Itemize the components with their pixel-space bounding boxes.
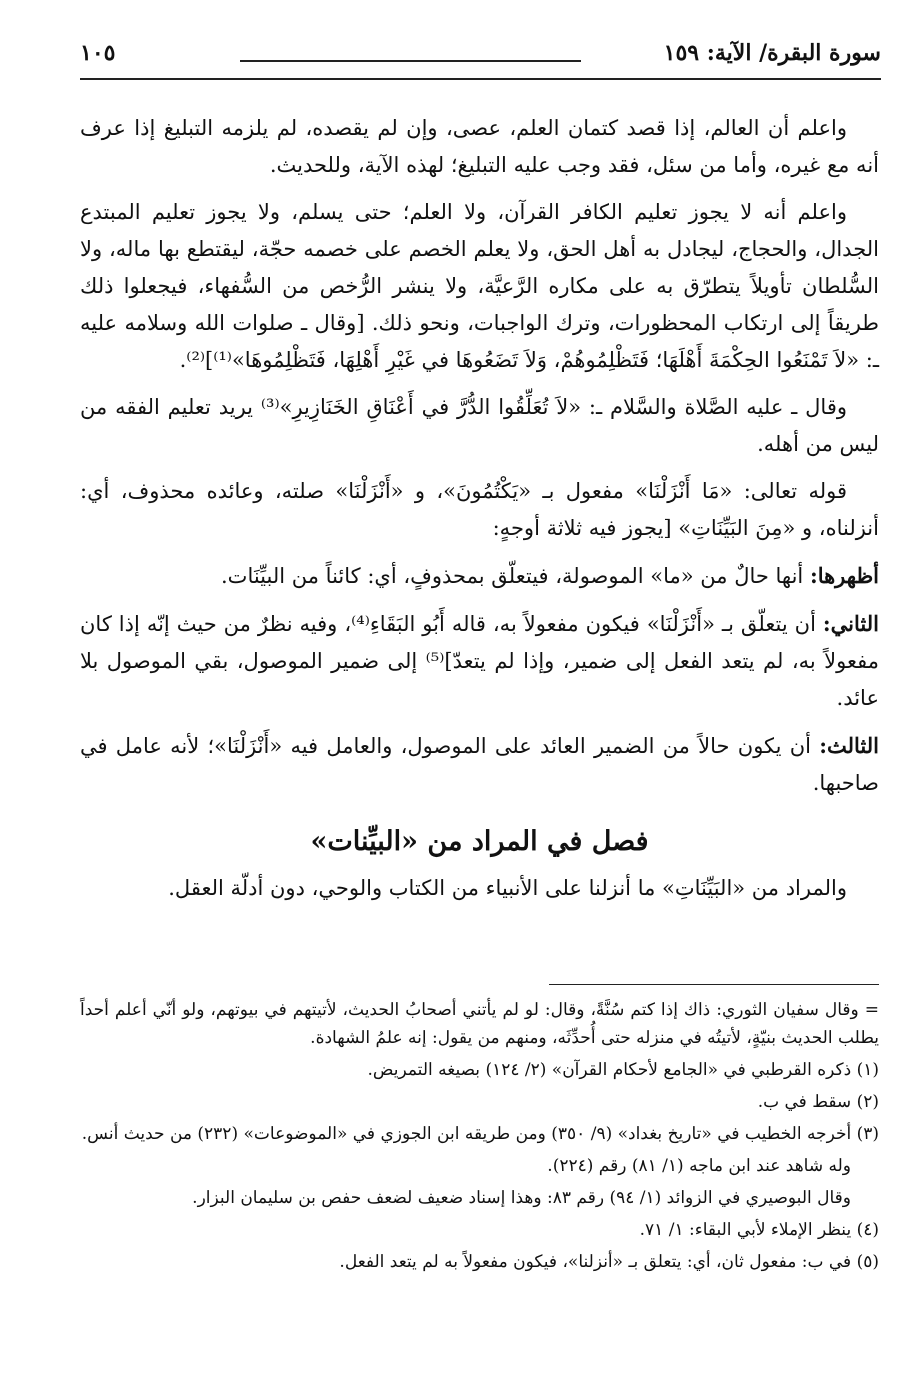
aspect-label: الثالث: bbox=[819, 733, 879, 758]
paragraph: واعلم أنه لا يجوز تعليم الكافر القرآن، ولا العلم؛ حتى يسلم، ولا يجوز تعليم المبتدع الجدال، والحجاج، ليجادل به أهل الحق، ولا يعلم الخصم على خصمه حجّة، ليقتطع بها ماله، ولا السُّلطان تأويلاً يتطرّق به على مكاره الرَّعيَّة، ولا ينشر الرُّخص من السُّفهاء، فيجعلوا ذلك طريقاً إلى ارتكاب المحظورات، وترك الواجبات، ونحو ذلك. [وقال ـ صلوات الله وسلامه عليه ـ: «لاَ تَمْنَعُوا الحِكْمَةَ أَهْلَهَا؛ فَتَظْلِمُوهُمْ، وَلاَ تَضَعُوهَا في غَيْرِ أَهْلِهَا، فَتَظْلِمُوهَا»⁽¹⁾]⁽²⁾. bbox=[80, 200, 879, 372]
footnote: (٤) ينظر الإملاء لأبي البقاء: ١/ ٧١. bbox=[639, 1220, 879, 1240]
paragraph: وقال ـ عليه الصَّلاة والسَّلام ـ: «لاَ تُعَلِّقُوا الدُّرَّ في أَعْنَاقِ الخَنَازِيرِ»⁽³⁾ يريد تعليم الفقه من ليس من أهله. bbox=[80, 395, 879, 456]
aspect-text: أن يتعلّق بـ «أَنْزَلْنَا» فيكون مفعولاً به، قاله أَبُو البَقَاءِ⁽⁴⁾، وفيه نظرٌ من حيث إنّه إذا كان مفعولاً به، لم يتعد الفعل إلى ضمير، وإذا لم يتعدّ]⁽⁵⁾ إلى ضمير الموصول، بقي الموصول بلا عائد. bbox=[80, 612, 879, 710]
aspect-text: أن يكون حالاً من الضمير العائد على الموصول، والعامل فيه «أَنْزَلْنَا»؛ لأنه عامل في صاحبها. bbox=[80, 734, 879, 795]
running-title: سورة البقرة/ الآية: ١٥٩ bbox=[663, 40, 881, 66]
aspect-paragraph bbox=[80, 605, 879, 717]
paragraph: واعلم أن العالم، إذا قصد كتمان العلم، عصى، وإن لم يقصده، لم يلزمه التبليغ إذا عرف أنه مع غيره، وأما من سئل، فقد وجب عليه التبليغ؛ لهذه الآية، وللحديث. bbox=[80, 116, 879, 177]
main-text bbox=[80, 110, 879, 917]
aspect-label: أظهرها: bbox=[809, 563, 879, 588]
section-paragraph: والمراد من «البَيِّنَاتِ» ما أنزلنا على الأنبياء من الكتاب والوحي، دون أدلّة العقل. bbox=[168, 876, 847, 900]
footnote: (٣) أخرجه الخطيب في «تاريخ بغداد» (٩/ ٣٥٠) ومن طريقه ابن الجوزي في «الموضوعات» (٢٣٢) من حديث أنس. bbox=[81, 1124, 879, 1144]
page-header bbox=[80, 32, 881, 80]
footnote: (٢) سقط في ب. bbox=[757, 1092, 879, 1112]
footnote: وله شاهد عند ابن ماجه (١/ ٨١) رقم (٢٢٤). bbox=[547, 1156, 851, 1176]
paragraph: قوله تعالى: «مَا أَنْزَلْنَا» مفعول بـ «يَكْتُمُونَ»، و «أَنْزَلْنَا» صلته، وعائده محذوف، أي: أنزلناه، و «مِنَ البَيِّنَاتِ» [يجوز فيه ثلاثة أوجهٍ: bbox=[80, 479, 879, 540]
footnotes bbox=[80, 996, 879, 1280]
footnote: وقال البوصيري في الزوائد (١/ ٩٤) رقم ٨٣: وهذا إسناد ضعيف لضعف حفص بن سليمان البزار. bbox=[192, 1188, 851, 1208]
section-heading: فصل في المراد من «البيِّنات» bbox=[310, 826, 649, 857]
aspect-label: الثاني: bbox=[822, 611, 879, 636]
page-number: ١٠٥ bbox=[80, 40, 116, 66]
aspect-paragraph bbox=[80, 557, 879, 595]
footnote-divider bbox=[549, 984, 879, 985]
footnote: (١) ذكره القرطبي في «الجامع لأحكام القرآن» (٢/ ١٢٤) بصيغه التمريض. bbox=[367, 1060, 879, 1080]
footnote: (٥) في ب: مفعول ثان، أي: يتعلق بـ «أنزلنا»، فيكون مفعولاً به لم يتعد الفعل. bbox=[339, 1252, 879, 1272]
aspect-text: أنها حالٌ من «ما» الموصولة، فيتعلّق بمحذوفٍ، أي: كائناً من البيِّنَات. bbox=[221, 564, 810, 588]
aspect-paragraph bbox=[80, 727, 879, 802]
footnote: = وقال سفيان الثوري: ذاك إذا كتم سُنَّةً، وقال: لو لم يأتني أصحابُ الحديث، لأتيتهم في بيوتهم، ولو أنّي أعلم أحداً يطلب الحديث بنيّةٍ، لأتيتُه في منزله حتى أُحدِّثَه، ومنهم من يقول: إنه علمُ الشهادة. bbox=[80, 1000, 879, 1048]
header-rule bbox=[240, 60, 581, 62]
